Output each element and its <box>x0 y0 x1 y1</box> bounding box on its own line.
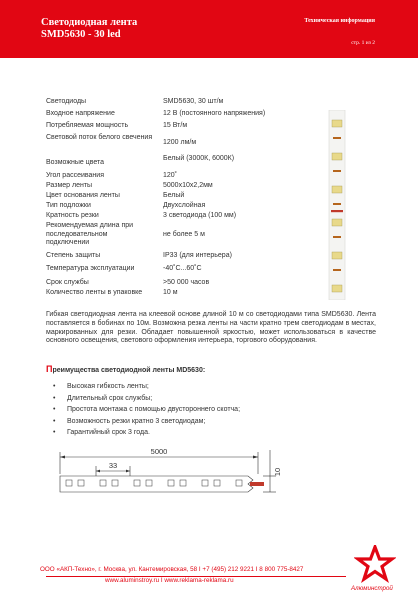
title-line-2: SMD5630 - 30 led <box>41 29 121 40</box>
advantages-heading <box>46 364 205 374</box>
spec-label: Тип подложки <box>46 202 91 209</box>
list-item <box>53 427 240 439</box>
footer-websites: www.aluminstroy.ru I www.reklama-reklama.ru <box>105 577 234 584</box>
pitch-dimension-label: 33 <box>108 461 118 470</box>
document-title <box>41 17 137 41</box>
star-logo-icon <box>354 545 396 583</box>
bullet-icon: • <box>53 406 56 413</box>
spec-label: Угол рассеивания <box>46 172 104 179</box>
bullet-icon: • <box>53 383 56 390</box>
spec-value: 120˚ <box>163 172 178 179</box>
spec-label: Цвет основания ленты <box>46 192 120 199</box>
list-item <box>53 404 240 416</box>
spec-value: Двухслойная <box>163 202 206 209</box>
spec-value: 15 Вт/м <box>163 122 188 129</box>
header-banner <box>0 0 418 58</box>
list-item-text: Возможность резки кратно 3 светодиодам; <box>67 417 206 425</box>
spec-value: >50 000 часов <box>163 279 210 286</box>
dimension-drawing <box>48 440 288 510</box>
spec-label: Кратность резки <box>46 212 99 219</box>
title-line-1: Светодиодная лента <box>41 17 138 28</box>
bullet-icon: • <box>53 429 56 436</box>
list-item <box>53 416 240 428</box>
bullet-icon: • <box>53 394 56 402</box>
list-item <box>53 393 240 405</box>
spec-value: не более 5 м <box>163 231 205 238</box>
advantages-heading-cap: П <box>46 364 53 374</box>
list-item-text: Гарантийный срок 3 года. <box>67 429 150 436</box>
spec-label: Размер ленты <box>46 182 93 189</box>
doc-type-label: Техническая информация <box>304 18 375 24</box>
spec-label: Возможные цвета <box>46 159 105 166</box>
spec-label: Степень защиты <box>46 252 101 259</box>
spec-label: Входное напряжение <box>46 110 115 117</box>
page-number: стр. 1 из 2 <box>351 40 375 46</box>
spec-label: Потребляемая мощность <box>46 122 129 129</box>
footer-address: ООО «АКП-Техно», г. Москва, ул. Кантемировская, 58 I +7 (495) 212 9221 I 8 800 775-8427 <box>40 566 304 573</box>
spec-label: Светодиоды <box>46 98 87 105</box>
width-dimension-label: 10 <box>273 467 282 477</box>
spec-label: Срок службы <box>46 279 89 286</box>
bullet-icon: • <box>53 417 56 425</box>
spec-label: Рекомендуемая длина при последовательном подключении <box>46 222 134 247</box>
list-item-text: Высокая гибкость ленты; <box>67 383 149 390</box>
length-dimension-label: 5000 <box>150 447 168 456</box>
product-description: Гибкая светодиодная лента на клеевой основе длиной 10 м со светодиодами типа SMD5630. Лента поставляется в бобинах по 10м. Возможна резка ленты на части кратно трем светодиодам в местах, маркированных для резки. Обладает повышенной яркостью, может использоваться в качестве основного освещения, светового оформления интерьера, торгового оборудования. <box>46 311 376 345</box>
spec-value: 12 В (постоянного напряжения) <box>163 110 266 117</box>
spec-label: Количество ленты в упаковке <box>46 289 143 296</box>
spec-value: Белый <box>163 192 185 199</box>
list-item <box>53 381 240 393</box>
logo-wordmark: Алюминстрой <box>351 585 393 592</box>
spec-value: Белый (3000К, 6000К) <box>163 155 235 162</box>
led-strip-photo <box>321 110 353 300</box>
spec-label: Температура эксплуатации <box>46 265 135 272</box>
advantages-heading-text: реимущества светодиодной ленты MD5630: <box>52 367 206 374</box>
advantages-list <box>53 381 240 439</box>
spec-value: SMD5630, 30 шт/м <box>163 98 224 105</box>
list-item-text: Простота монтажа с помощью двустороннего скотча; <box>67 406 241 413</box>
spec-value: 3 светодиода (100 мм) <box>163 212 237 219</box>
list-item-text: Длительный срок службы; <box>67 394 153 402</box>
spec-value: 1200 лм/м <box>163 139 197 146</box>
spec-value: -40˚С...60˚С <box>163 265 202 272</box>
spec-value: 5000х10х2,2мм <box>163 182 213 189</box>
spec-value: 10 м <box>163 289 178 296</box>
spec-value: IP33 (для интерьера) <box>163 252 232 259</box>
spec-label: Световой поток белого свечения <box>46 134 153 141</box>
